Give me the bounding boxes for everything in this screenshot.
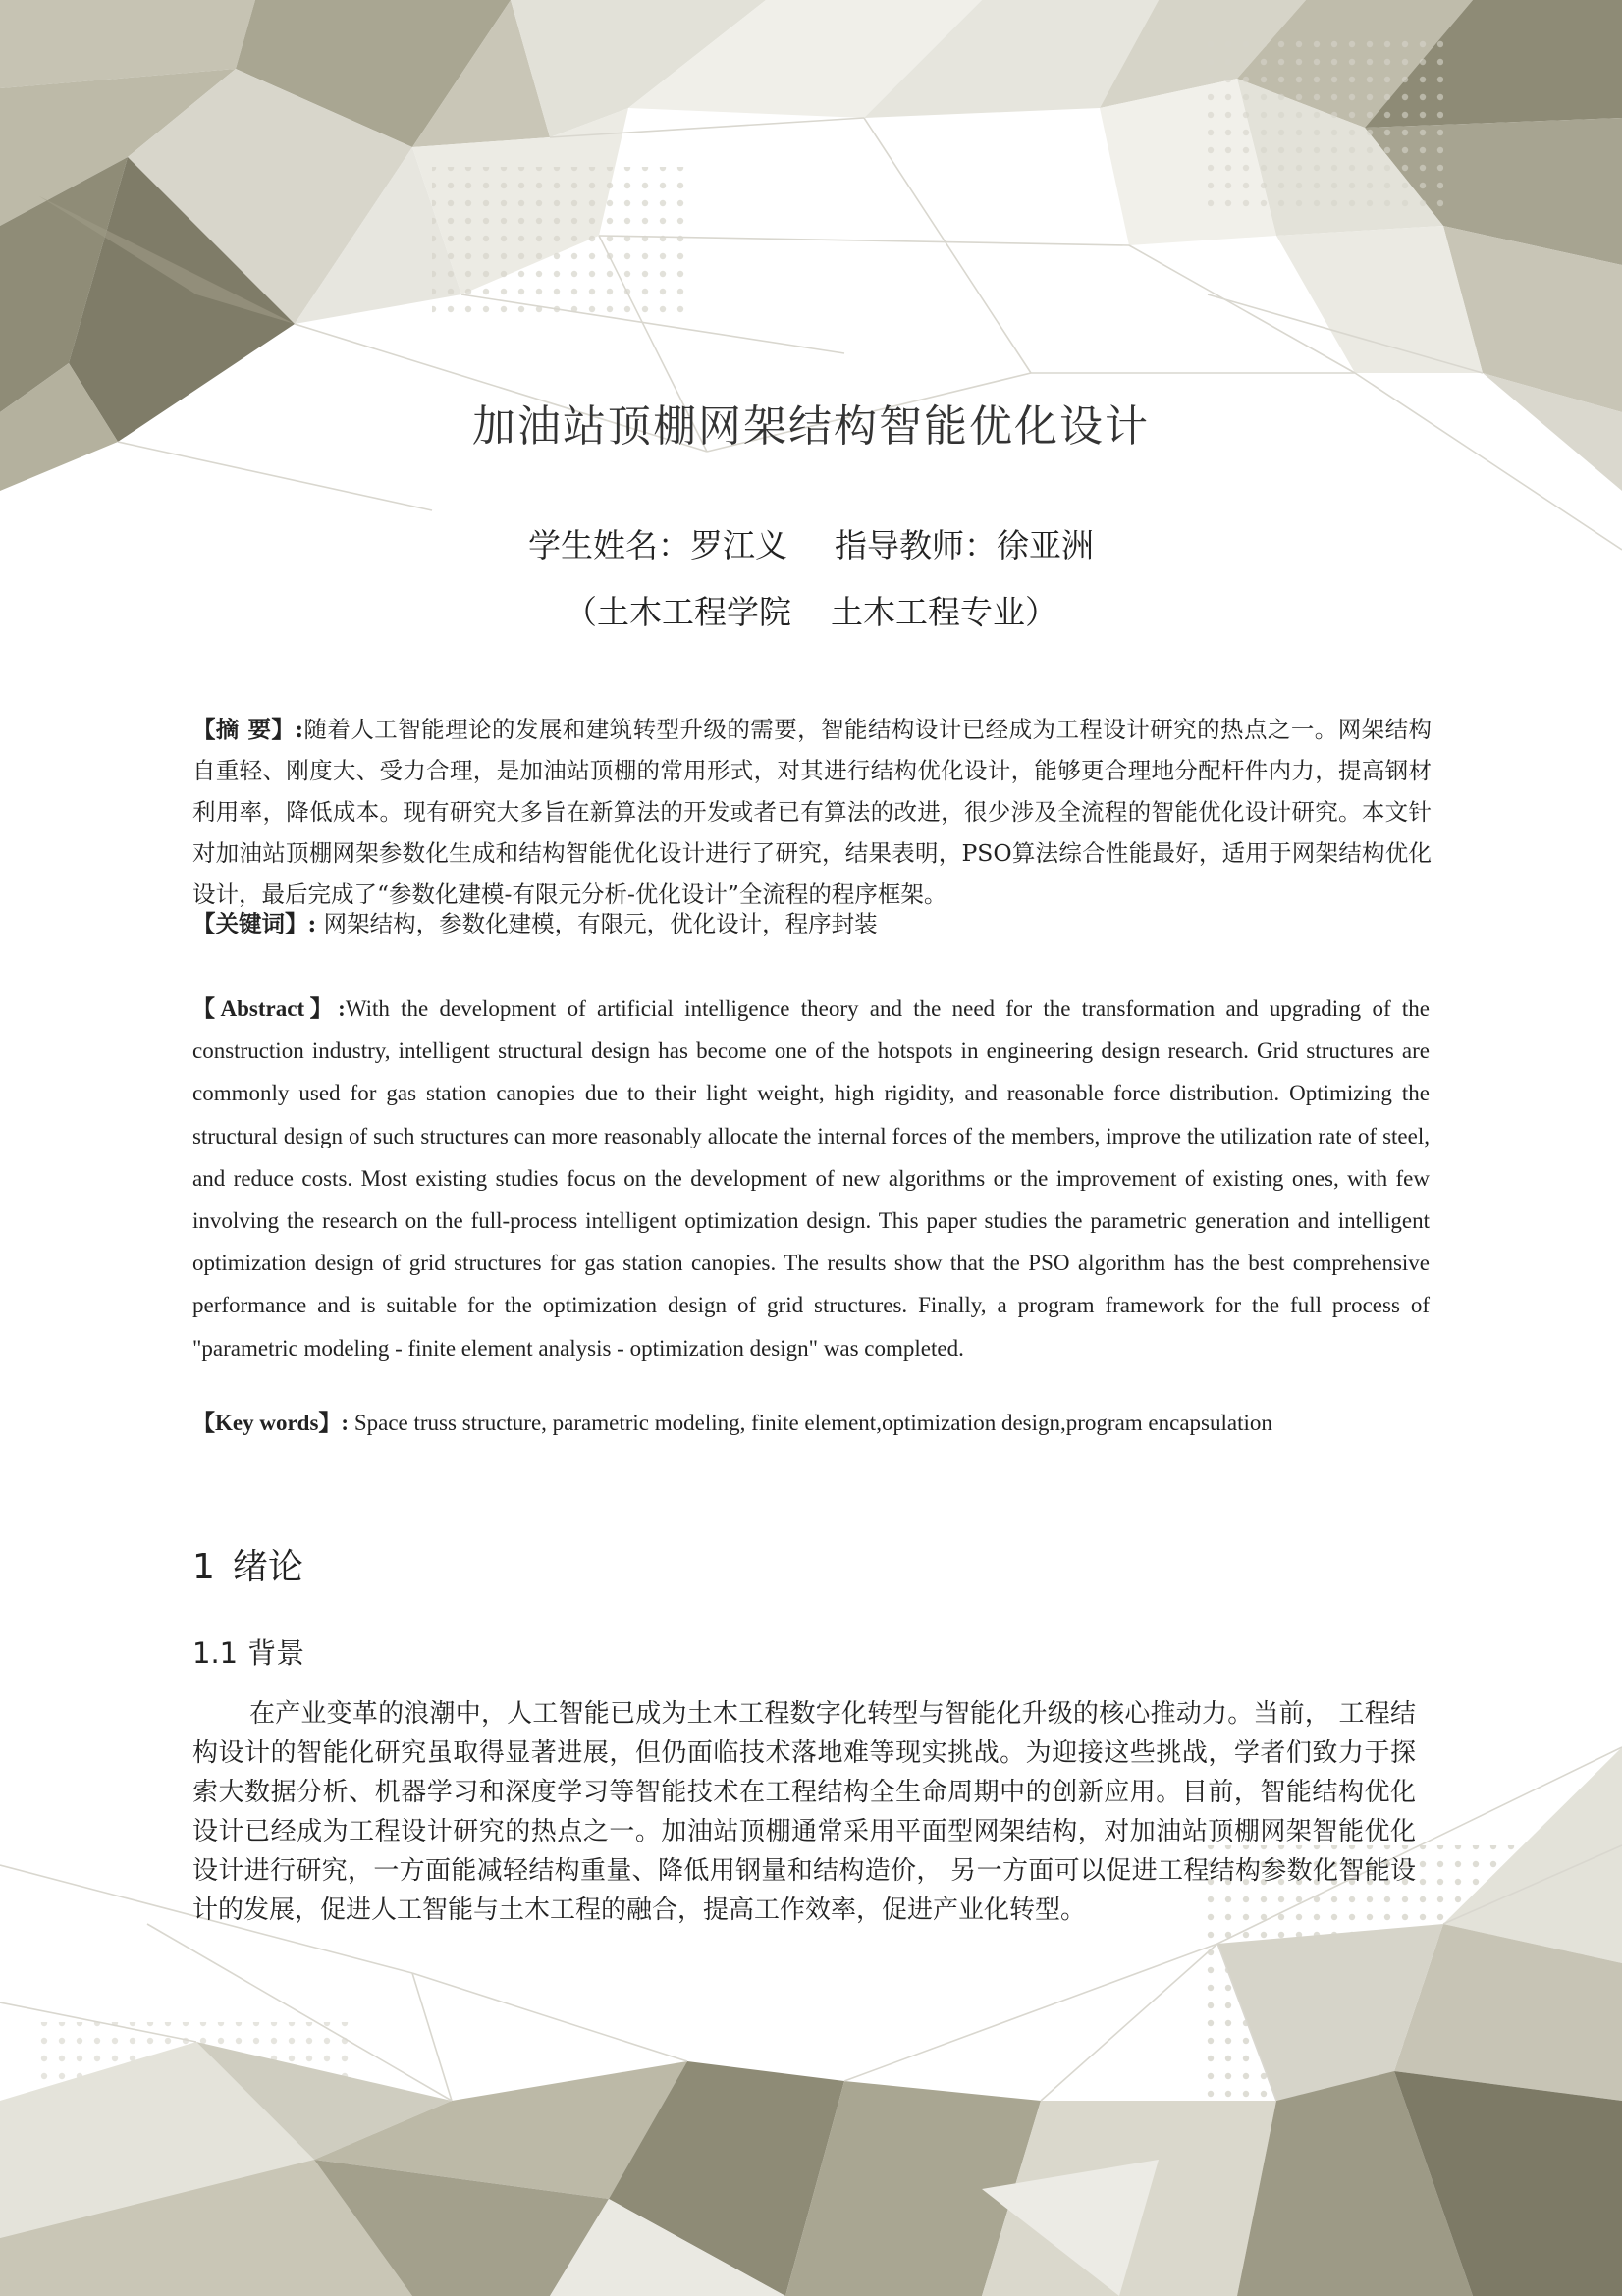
affiliation-major: 土木工程专业） xyxy=(831,593,1057,631)
paper-title: 加油站顶棚网架结构智能优化设计 xyxy=(472,401,1150,452)
abstract-cn-label: 【摘 要】: xyxy=(192,716,304,743)
section-1-1-paragraph: 在产业变革的浪潮中，人工智能已成为土木工程数字化转型与智能化升级的核心推动力。当前， 工程结构设计的智能化研究虽取得显著进展，但仍面临技术落地难等现实挑战。为迎接这些挑战，学者们致力于探索大数据分析、机器学习和深度学习等智能技术在工程结构全生命周期中的创新应用。目前，智能结构优化设计已经成为工程设计研究的热点之一。加油站顶棚通常采用平面型网架结构，对加油站顶棚网架智能优化设计进行研究，一方面能减轻结构重量、降低用钢量和结构造价， 另一方面可以促进工程结构参数化智能设计的发展，促进人工智能与土木工程的融合，提高工作效率，促进产业化转型。 xyxy=(192,1699,1416,1925)
section-1-number: 1 xyxy=(192,1547,215,1587)
keywords-cn-text: 网架结构，参数化建模，有限元，优化设计，程序封装 xyxy=(323,910,878,937)
section-1-1-number: 1.1 xyxy=(192,1636,239,1670)
abstract-cn xyxy=(192,709,1432,915)
abstract-en xyxy=(192,988,1430,1369)
student-name: 学生姓名：罗江义 xyxy=(528,526,787,564)
advisor-name: 指导教师：徐亚洲 xyxy=(835,526,1094,564)
section-1-1-title: 背景 xyxy=(247,1636,305,1670)
section-1-title: 绪论 xyxy=(232,1547,303,1587)
abstract-en-text: With the development of artificial intelligence theory and the need for the transformation and upgrading of the construction industry, intelligent structural design has become one of the hotspots in engineering design research. Grid structures are commonly used for gas station canopies due to their light weight, high rigidity, and reasonable force distribution. Optimizing the structural design of such structures can more reasonably allocate the internal forces of the members, improve the utilization rate of steel, and reduce costs. Most existing studies focus on the development of new algorithms or the improvement of existing ones, with few involving the research on the full-process intelligent optimization design. This paper studies the parametric generation and intelligent optimization design of grid structures for gas station canopies. The results show that the PSO algorithm has the best comprehensive performance and is suitable for the optimization design of grid structures. Finally, a program framework for the full process of "parametric modeling - finite element analysis - optimization design" was completed. xyxy=(192,996,1430,1361)
keywords-cn-label: 【关键词】: xyxy=(192,910,317,937)
keywords-en-text: Space truss structure, parametric modeling, finite element,optimization design,program encapsulation xyxy=(349,1411,1272,1435)
affiliation-line xyxy=(0,587,1622,633)
abstract-cn-text: 随着人工智能理论的发展和建筑转型升级的需要，智能结构设计已经成为工程设计研究的热点之一。网架结构自重轻、刚度大、受力合理，是加油站顶棚的常用形式，对其进行结构优化设计，能够更合理地分配杆件内力，提高钢材利用率，降低成本。现有研究大多旨在新算法的开发或者已有算法的改进，很少涉及全流程的智能优化设计研究。本文针对加油站顶棚网架参数化生成和结构智能优化设计进行了研究，结果表明，PSO算法综合性能最好，适用于网架结构优化设计，最后完成了“参数化建模-有限元分析-优化设计”全流程的程序框架。 xyxy=(192,716,1433,908)
keywords-cn xyxy=(192,904,1432,943)
section-1-heading xyxy=(192,1539,303,1589)
affiliation-college: （土木工程学院 xyxy=(565,593,791,631)
abstract-en-label: 【Abstract】: xyxy=(192,996,346,1021)
author-line xyxy=(0,520,1622,566)
keywords-en-label: 【Key words】: xyxy=(192,1411,350,1435)
keywords-en xyxy=(192,1404,1432,1443)
section-1-1-heading xyxy=(192,1631,304,1672)
